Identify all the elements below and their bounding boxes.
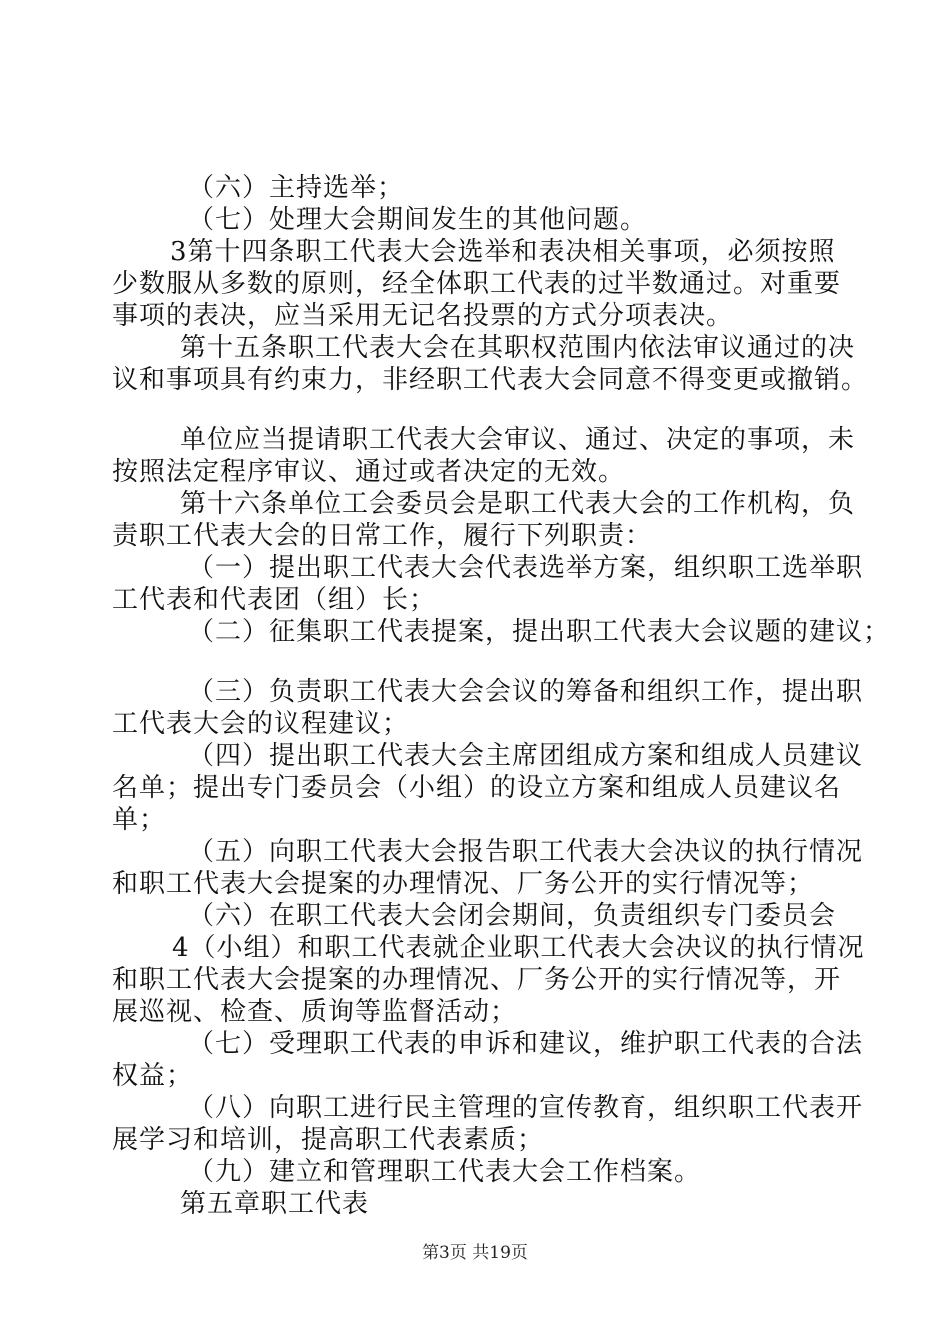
- text-line: 4（小组）和职工代表就企业职工代表大会决议的执行情况: [172, 933, 865, 963]
- text-line: 单位应当提请职工代表大会审议、通过、决定的事项，未: [180, 425, 856, 455]
- text-line: 和职工代表大会提案的办理情况、厂务公开的实行情况等，开: [112, 965, 842, 995]
- text-line: 事项的表决，应当采用无记名投票的方式分项表决。: [112, 301, 734, 331]
- text-line: （六）主持选举；: [188, 173, 405, 203]
- chapter-heading: 第五章职工代表: [180, 1189, 370, 1219]
- text-line: 第十五条职工代表大会在其职权范围内依法审议通过的决: [180, 333, 856, 363]
- text-line: 单；: [112, 805, 167, 835]
- text-line: 责职工代表大会的日常工作，履行下列职责：: [112, 521, 653, 551]
- text-line: （五）向职工代表大会报告职工代表大会决议的执行情况: [188, 837, 864, 867]
- text-line: （一）提出职工代表大会代表选举方案，组织职工选举职: [188, 553, 864, 583]
- text-line: 第十六条单位工会委员会是职工代表大会的工作机构，负: [180, 489, 856, 519]
- text-line: 工代表大会的议程建议；: [112, 709, 410, 739]
- text-line: （七）处理大会期间发生的其他问题。: [188, 205, 648, 235]
- text-line: （八）向职工进行民主管理的宣传教育，组织职工代表开: [188, 1093, 864, 1123]
- text-line: （四）提出职工代表大会主席团组成方案和组成人员建议: [188, 741, 864, 771]
- text-line: 展巡视、检查、质询等监督活动；: [112, 997, 518, 1027]
- text-line: （三）负责职工代表大会会议的筹备和组织工作，提出职: [188, 677, 864, 707]
- text-line: 3第十四条职工代表大会选举和表决相关事项，必须按照: [170, 237, 836, 267]
- text-line: 权益；: [112, 1061, 194, 1091]
- text-line: （二）征集职工代表提案，提出职工代表大会议题的建议；: [188, 617, 891, 647]
- text-line: 展学习和培训，提高职工代表素质；: [112, 1125, 545, 1155]
- text-line: 工代表和代表团（组）长；: [112, 585, 437, 615]
- text-line: 少数服从多数的原则，经全体职工代表的过半数通过。对重要: [112, 269, 842, 299]
- text-line: 和职工代表大会提案的办理情况、厂务公开的实行情况等；: [112, 869, 815, 899]
- text-line: （六）在职工代表大会闭会期间，负责组织专门委员会: [188, 901, 837, 931]
- text-line: （九）建立和管理职工代表大会工作档案。: [188, 1157, 702, 1187]
- text-line: 议和事项具有约束力，非经职工代表大会同意不得变更或撤销。: [112, 365, 869, 395]
- page-number-footer: 第3页 共19页: [422, 1243, 528, 1263]
- text-line: （七）受理职工代表的申诉和建议，维护职工代表的合法: [188, 1029, 864, 1059]
- text-line: 名单；提出专门委员会（小组）的设立方案和组成人员建议名: [112, 773, 842, 803]
- text-line: 按照法定程序审议、通过或者决定的无效。: [112, 457, 626, 487]
